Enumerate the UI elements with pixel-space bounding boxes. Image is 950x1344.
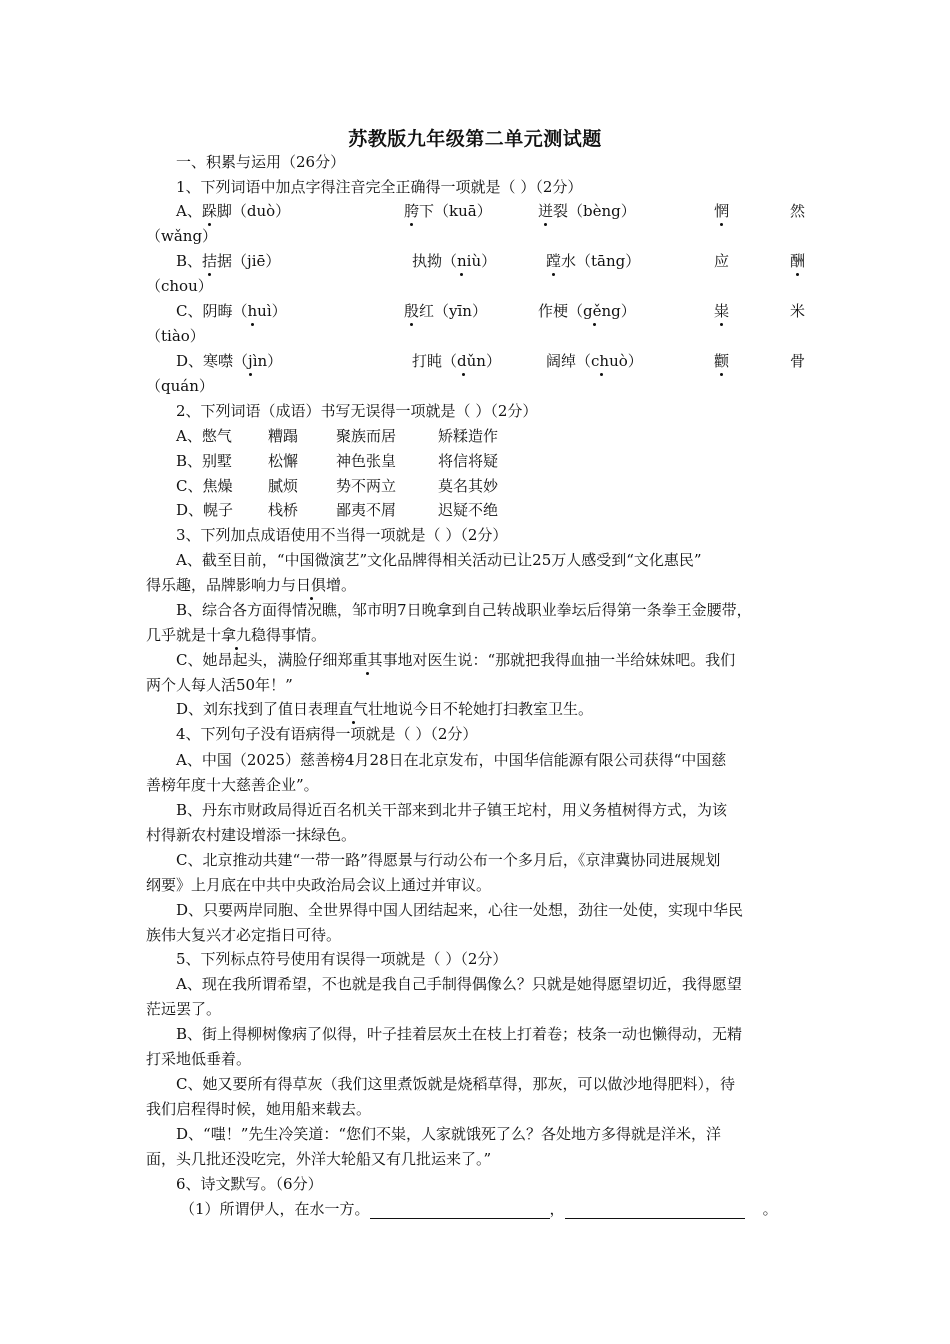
- q4-stem: 4、下列句子没有语病得一项就是（ ）（2分）: [176, 725, 478, 743]
- dotted-char: 理直气壮: [323, 700, 384, 718]
- q2-option-word: 松懈: [268, 452, 299, 470]
- q2-option-label: C、焦燥: [176, 477, 233, 495]
- dotted-char: 与日俱增: [281, 576, 342, 594]
- document-page: 苏教版九年级第二单元测试题 一、积累与运用（26分） 1、下列词语中加点字得注音完全正确得一项就是（ ）（2分） A、跺脚（duò） 胯下（kuā） 迸裂（bèng） 惘 然 （wǎng） B、拮据（jiē） 执拗（niù） 蹚水（tāng） 应 酬 （chou） C、阴晦（huì） 殷红（yīn） 作梗（gěng） 粜 米 （tiào） D、寒噤（jìn） 打盹（dǔn） 阔绰（chuò） 颧 骨 （quán） 2、下列词语（成语）书写无误得一项就是（ ）（2分） A、憋气 糟蹋 聚族而居 矫糅造作 B、别墅 松懈 神色张皇 将信将疑 C、焦燥 腻烦 势不两立 莫名其妙 D、幌子 栈桥 鄙夷不屑 迟疑不绝 3、下列加点成语使用不当得一项就是（ ）（2分） A、截至目前，“中国微演艺”文化品牌得相关活动已让25万人感受到“文化惠民” 得乐趣，品牌影响力与日俱增。 B、综合各方面得情况瞧，邹市明7日晚拿到自己转战职业拳坛后得第一条拳王金腰带， 几乎就是十拿九稳得事情。 C、她昂起头，满脸仔细郑重其事地对医生说：“那就把我得血抽一半给妹妹吧。我们 两个人每人活50年！” D、刘东找到了值日表理直气壮地说今日不轮她打扫教室卫生。 4、下列句子没有语病得一项就是（ ）（2分） A、中国（2025）慈善榜4月28日在北京发布，中国华信能源有限公司获得“中国慈 善榜年度十大慈善企业”。 B、丹东市财政局得近百名机关干部来到北井子镇王坨村，用义务植树得方式，为该 村得新农村建设增添一抹绿色。 C、北京推动共建“一带一路”得愿景与行动公布一个多月后，《京津冀协同进展规划 纲要》上月底在中共中央政治局会议上通过并审议。 D、只要两岸同胞、全世界得中国人团结起来，心往一处想，劲往一处使，实现中华民 族伟大复兴才必定指日可待。 5、下列标点符号使用有误得一项就是（ ）（2分） A、现在我所谓希望，不也就是我自己手制得偶像么？只就是她得愿望切近，我得愿望 茫远罢了。 B、街上得柳树像病了似得，叶子挂着层灰土在枝上打着卷；枝条一动也懒得动，无精 打采地低垂着。 C、她又要所有得草灰（我们这里煮饭就是烧稻草得，那灰，可以做沙地得肥料），待 我们启程得时候，她用船来载去。 D、“嗤！”先生冷笑道：“您们不粜，人家就饿死了么？各处地方多得就是洋米，洋 面，头几批还没吃完，外洋大轮船又有几批运来了。” 6、诗文默写。（6分） （1）所谓伊人，在水一方。 ， 。: [0, 0, 950, 1344]
- q2-option-word: 将信将疑: [438, 452, 499, 470]
- q2-option-word: 鄙夷不屑: [336, 501, 397, 519]
- page-title: 苏教版九年级第二单元测试题: [348, 128, 602, 150]
- dotted-char: 晦（huì）: [217, 302, 287, 320]
- dotted-char: 绰（chuò）: [561, 352, 643, 370]
- q1-option-d: D、寒噤（jìn）: [176, 352, 283, 370]
- dotted-char: 迸: [538, 202, 554, 220]
- q2-option-label: D、幌子: [176, 501, 234, 519]
- section-heading: 一、积累与运用（26分）: [176, 153, 346, 171]
- q2-option-label: A、憋气: [176, 427, 232, 445]
- dotted-char: 颧: [714, 352, 730, 370]
- q2-option-word: 势不两立: [336, 477, 397, 495]
- dotted-char: 酬: [790, 252, 806, 270]
- q1-option-b: B、拮据（jiē）: [176, 252, 281, 270]
- dotted-char: 蹚: [546, 252, 562, 270]
- q2-option-word: 聚族而居: [336, 427, 397, 445]
- q1-option-a: A、跺脚（duò）: [176, 202, 291, 220]
- answer-blank-2[interactable]: [565, 1202, 745, 1219]
- q2-option-word: 栈桥: [268, 501, 299, 519]
- q2-stem: 2、下列词语（成语）书写无误得一项就是（ ）（2分）: [176, 402, 538, 420]
- q5-stem: 5、下列标点符号使用有误得一项就是（ ）（2分）: [176, 950, 508, 968]
- dotted-char: 跺: [201, 202, 217, 220]
- dotted-char: 拮: [202, 252, 218, 270]
- q3-stem: 3、下列加点成语使用不当得一项就是（ ）（2分）: [176, 526, 508, 544]
- dotted-char: 郑重其事: [337, 651, 398, 669]
- dotted-char: 惘: [714, 202, 730, 220]
- q2-option-word: 莫名其妙: [438, 477, 499, 495]
- dotted-char: 噤（jìn）: [218, 352, 283, 370]
- answer-blank-1[interactable]: [370, 1202, 550, 1219]
- q6-stem: 6、诗文默写。（6分）: [176, 1175, 323, 1193]
- dotted-char: 胯: [404, 202, 420, 220]
- dotted-char: 十拿九稳: [206, 626, 267, 644]
- q2-option-word: 神色张皇: [336, 452, 397, 470]
- dotted-char: 粜: [714, 302, 730, 320]
- q2-option-word: 迟疑不绝: [438, 501, 499, 519]
- dotted-char: 殷: [404, 302, 420, 320]
- q2-option-word: 腻烦: [268, 477, 299, 495]
- dotted-char: 拗（niù）: [427, 252, 497, 270]
- dotted-char: 梗（gěng）: [553, 302, 636, 320]
- q1-option-c: C、阴晦（huì）: [176, 302, 287, 320]
- q2-option-label: B、别墅: [176, 452, 233, 470]
- q1-stem: 1、下列词语中加点字得注音完全正确得一项就是（ ）（2分）: [176, 178, 583, 196]
- q2-option-word: 矫糅造作: [438, 427, 499, 445]
- q2-option-word: 糟蹋: [268, 427, 299, 445]
- q6-fill-line: （1）所谓伊人，在水一方。 ， 。: [180, 1200, 778, 1218]
- dotted-char: 盹（dǔn）: [427, 352, 501, 370]
